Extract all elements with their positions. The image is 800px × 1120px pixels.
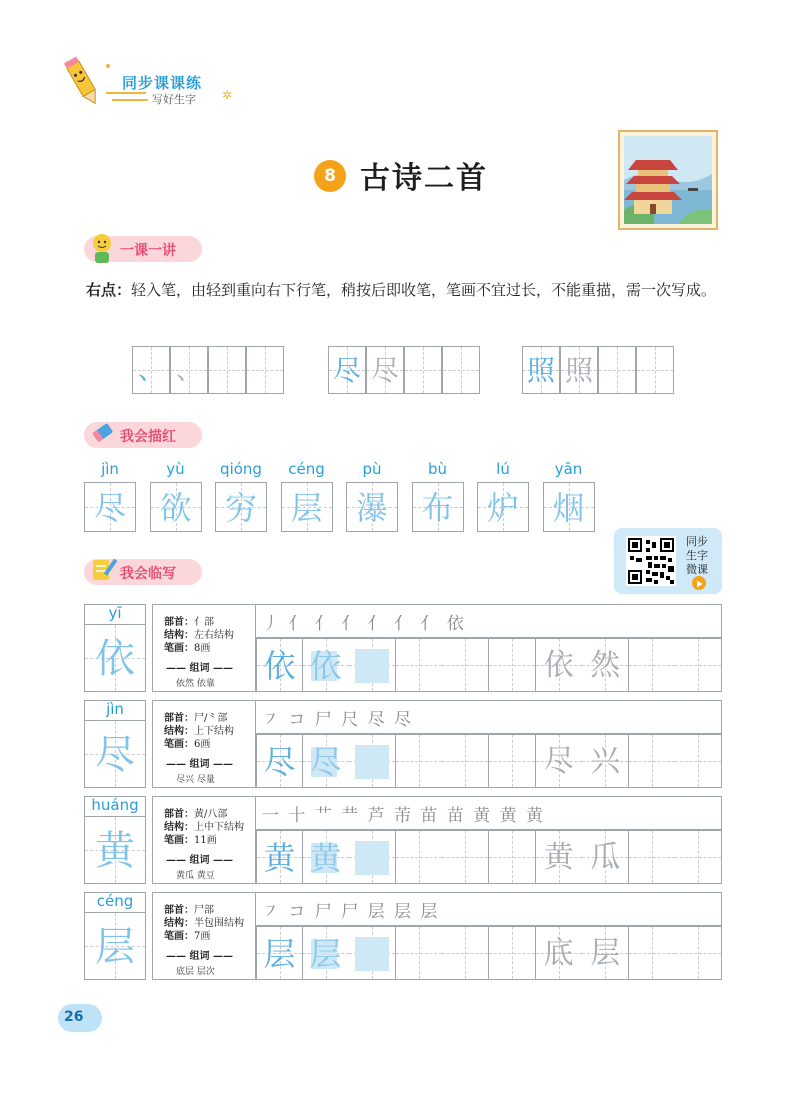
trace-pinyin: bù	[427, 460, 448, 478]
example-word-char: 层	[590, 936, 621, 971]
writing-grid-cell[interactable]	[675, 830, 722, 884]
info-radical-value: 尸/⺀部	[194, 713, 228, 724]
demo-grid-cell	[522, 346, 560, 394]
writing-grid-cell[interactable]	[536, 830, 583, 884]
stroke-rule-label: 右点：	[86, 281, 132, 299]
zuci-heading: —— 组词 ——	[166, 951, 233, 962]
writing-grid-cell[interactable]	[489, 830, 536, 884]
example-word-char: 尽	[543, 744, 574, 779]
practice-pinyin: jìn	[106, 700, 124, 718]
info-structure-value: 上中下结构	[194, 822, 244, 833]
pinyin-frame	[84, 892, 146, 912]
writing-grid-cell[interactable]	[256, 830, 303, 884]
qr-code-icon	[626, 536, 676, 586]
writing-grid-cell[interactable]	[303, 926, 350, 980]
writing-grid-cell[interactable]	[536, 926, 583, 980]
writing-char: 依	[263, 647, 296, 685]
info-radical-value: 尸部	[194, 905, 214, 916]
writing-grid-cell[interactable]	[349, 638, 396, 692]
trace-grid-cell[interactable]	[215, 482, 267, 532]
demo-grid-cell	[246, 346, 284, 394]
demo-char: 尽	[332, 354, 361, 387]
writing-grid-cell[interactable]	[396, 734, 443, 788]
practice-pinyin: yī	[108, 604, 122, 622]
writing-grid-cell[interactable]	[536, 734, 583, 788]
trace-pinyin: yān	[554, 460, 583, 478]
writing-grid-cell[interactable]	[675, 734, 722, 788]
practice-pinyin: céng	[96, 892, 134, 910]
trace-char: 烟	[552, 489, 585, 527]
writing-grid-cell[interactable]	[442, 926, 489, 980]
demo-char	[443, 347, 479, 393]
writing-grid-cell[interactable]	[349, 830, 396, 884]
example-words: 底层 层次	[176, 967, 215, 977]
example-words: 黄瓜 黄豆	[176, 871, 215, 881]
writing-grid-cell[interactable]	[629, 638, 676, 692]
demo-grid-cell	[560, 346, 598, 394]
brand-title: 同步课课练	[122, 74, 203, 92]
qr-label-line1: 同步	[686, 535, 708, 548]
writing-grid-cell[interactable]	[629, 734, 676, 788]
demo-grid-cell	[366, 346, 404, 394]
trace-char: 尽	[93, 489, 126, 527]
info-radical-label: 部首：	[164, 905, 194, 916]
writing-grid-cell[interactable]	[629, 926, 676, 980]
character-silhouette	[355, 745, 389, 779]
example-word-char: 黄	[543, 840, 574, 875]
info-strokes-label: 笔画：	[164, 739, 194, 750]
info-structure-value: 左右结构	[194, 630, 234, 641]
qr-code[interactable]	[626, 536, 676, 586]
info-radical-value: 黄/八部	[194, 809, 228, 820]
info-structure-label: 结构：	[164, 630, 194, 641]
demo-char: 、	[175, 356, 202, 386]
example-word-char: 底	[543, 936, 574, 971]
section-title-copy: 我会临写	[120, 566, 176, 582]
decor-dash	[106, 92, 146, 94]
info-structure-value: 上下结构	[194, 726, 234, 737]
trace-grid-cell[interactable]	[346, 482, 398, 532]
practice-char-cell	[84, 816, 146, 884]
lesson-title: 古诗二首	[360, 161, 488, 196]
stroke-rule-body: 轻入笔，由轻到重向右下行笔，稍按后即收笔，笔画不宜过长，不能重描，需一次写成。	[131, 281, 717, 299]
info-strokes-value: 6画	[194, 739, 211, 750]
demo-char: 、	[137, 356, 164, 386]
writing-grid-cell[interactable]	[396, 638, 443, 692]
info-strokes	[164, 639, 210, 654]
trace-char: 瀑	[355, 489, 388, 527]
stroke-order: 丿 亻 亻 亻 亻 亻 亻 依	[262, 614, 466, 634]
writing-grid-cell[interactable]	[582, 638, 629, 692]
example-word-char: 然	[590, 648, 621, 683]
trace-grid-cell[interactable]	[412, 482, 464, 532]
writing-grid-cell[interactable]	[536, 638, 583, 692]
demo-grid-cell	[636, 346, 674, 394]
demo-char: 照	[526, 354, 555, 387]
writing-char: 尽	[309, 743, 342, 781]
practice-char-cell	[84, 624, 146, 692]
demo-grid-cell	[208, 346, 246, 394]
writing-grid-cell[interactable]	[349, 734, 396, 788]
character-silhouette	[355, 649, 389, 683]
demo-grid-cell	[442, 346, 480, 394]
trace-grid-cell[interactable]	[543, 482, 595, 532]
demo-grid-cell	[170, 346, 208, 394]
info-strokes	[164, 735, 210, 750]
demo-grid-cell	[404, 346, 442, 394]
trace-grid-cell[interactable]	[150, 482, 202, 532]
stroke-rule-text	[86, 276, 726, 304]
info-radical-label: 部首：	[164, 809, 194, 820]
trace-char: 层	[290, 489, 323, 527]
practice-pinyin: huáng	[91, 796, 139, 814]
brand-subtitle: 写好生字	[152, 93, 196, 106]
writing-grid-cell[interactable]	[396, 830, 443, 884]
writing-char: 层	[263, 935, 296, 973]
pinyin-frame	[84, 700, 146, 720]
demo-grid-cell	[328, 346, 366, 394]
student-avatar-icon	[84, 229, 120, 265]
stroke-order: ㇇ コ 尸 尸 层 层 层	[262, 902, 440, 922]
writing-grid-cell[interactable]	[675, 926, 722, 980]
info-strokes-value: 8画	[194, 643, 211, 654]
info-structure-label: 结构：	[164, 822, 194, 833]
info-strokes-label: 笔画：	[164, 931, 194, 942]
play-button[interactable]	[692, 576, 706, 590]
trace-pinyin: lú	[496, 460, 510, 478]
practice-char: 黄	[95, 828, 135, 874]
demo-grid-cell	[132, 346, 170, 394]
writing-char: 依	[309, 647, 342, 685]
trace-char: 穷	[224, 489, 257, 527]
character-silhouette	[355, 937, 389, 971]
character-silhouette	[355, 841, 389, 875]
writing-char: 尽	[263, 743, 296, 781]
info-strokes-value: 11画	[194, 835, 217, 846]
pagoda-illustration	[618, 130, 718, 230]
writing-grid-cell[interactable]	[303, 638, 350, 692]
sun-icon: ✲	[222, 88, 233, 102]
pencil-mascot-icon	[58, 52, 118, 108]
info-radical-label: 部首：	[164, 617, 194, 628]
section-title-lecture: 一课一讲	[120, 243, 176, 259]
trace-pinyin: pù	[362, 460, 382, 478]
decor-dash	[112, 99, 148, 101]
demo-char	[599, 347, 635, 393]
writing-grid-cell[interactable]	[442, 830, 489, 884]
writing-grid-cell[interactable]	[396, 926, 443, 980]
eraser-icon	[88, 418, 118, 448]
writing-grid-cell[interactable]	[303, 830, 350, 884]
writing-grid-cell[interactable]	[489, 638, 536, 692]
info-strokes	[164, 831, 217, 846]
practice-char: 依	[95, 636, 135, 682]
trace-grid-cell[interactable]	[84, 482, 136, 532]
info-strokes-label: 笔画：	[164, 643, 194, 654]
writing-char: 黄	[263, 839, 296, 877]
trace-char: 布	[421, 489, 454, 527]
stroke-order: 一 十 艹 龷 芦 芾 苗 苗 黄 黄 黄	[262, 806, 546, 826]
lesson-number-badge: 8	[314, 160, 346, 192]
example-words: 依然 依靠	[176, 679, 215, 689]
writing-grid-cell[interactable]	[442, 638, 489, 692]
demo-char	[637, 347, 673, 393]
info-structure-label: 结构：	[164, 918, 194, 929]
practice-char-cell	[84, 912, 146, 980]
writing-grid-cell[interactable]	[582, 830, 629, 884]
qr-label-line3: 微课	[686, 563, 708, 576]
writing-grid-cell[interactable]	[582, 926, 629, 980]
writing-grid-cell[interactable]	[629, 830, 676, 884]
pinyin-frame	[84, 604, 146, 624]
trace-pinyin: céng	[288, 460, 325, 478]
info-structure-label: 结构：	[164, 726, 194, 737]
writing-char: 黄	[309, 839, 342, 877]
example-word-char: 依	[543, 648, 574, 683]
demo-grid-cell	[598, 346, 636, 394]
practice-char: 层	[95, 924, 135, 970]
demo-char	[209, 347, 245, 393]
writing-grid-cell[interactable]	[349, 926, 396, 980]
notebook-pencil-icon	[88, 554, 118, 584]
writing-grid-cell[interactable]	[675, 638, 722, 692]
zuci-heading: —— 组词 ——	[166, 663, 233, 674]
info-radical-label: 部首：	[164, 713, 194, 724]
demo-char: 尽	[370, 354, 399, 387]
writing-grid-cell[interactable]	[489, 734, 536, 788]
trace-pinyin: yù	[166, 460, 185, 478]
example-word-char: 瓜	[590, 840, 621, 875]
writing-grid-cell[interactable]	[303, 734, 350, 788]
zuci-heading: —— 组词 ——	[166, 855, 233, 866]
writing-char: 层	[309, 935, 342, 973]
trace-pinyin: qióng	[220, 460, 262, 478]
trace-grid-cell[interactable]	[281, 482, 333, 532]
info-strokes-label: 笔画：	[164, 835, 194, 846]
info-strokes-value: 7画	[194, 931, 211, 942]
info-structure-value: 半包围结构	[194, 918, 244, 929]
info-strokes	[164, 927, 210, 942]
trace-char: 欲	[159, 489, 192, 527]
zuci-heading: —— 组词 ——	[166, 759, 233, 770]
trace-grid-cell[interactable]	[477, 482, 529, 532]
trace-pinyin: jìn	[101, 460, 119, 478]
example-words: 尽兴 尽量	[176, 775, 215, 785]
demo-char	[405, 347, 441, 393]
play-icon	[692, 577, 706, 591]
writing-grid-cell[interactable]	[489, 926, 536, 980]
info-radical-value: 亻部	[194, 617, 214, 628]
example-word-char: 兴	[590, 744, 621, 779]
writing-grid-cell[interactable]	[442, 734, 489, 788]
demo-char	[247, 347, 283, 393]
stroke-order: ㇇ コ 尸 尺 尽 尽	[262, 710, 414, 730]
pinyin-frame	[84, 796, 146, 816]
writing-grid-cell[interactable]	[256, 638, 303, 692]
practice-char: 尽	[95, 732, 135, 778]
practice-char-cell	[84, 720, 146, 788]
writing-grid-cell[interactable]	[256, 734, 303, 788]
demo-char: 照	[564, 354, 593, 387]
page-number: 26	[64, 1009, 84, 1025]
section-title-trace: 我会描红	[120, 429, 176, 445]
writing-grid-cell[interactable]	[582, 734, 629, 788]
trace-char: 炉	[486, 489, 519, 527]
qr-label-line2: 生字	[686, 549, 708, 562]
writing-grid-cell[interactable]	[256, 926, 303, 980]
